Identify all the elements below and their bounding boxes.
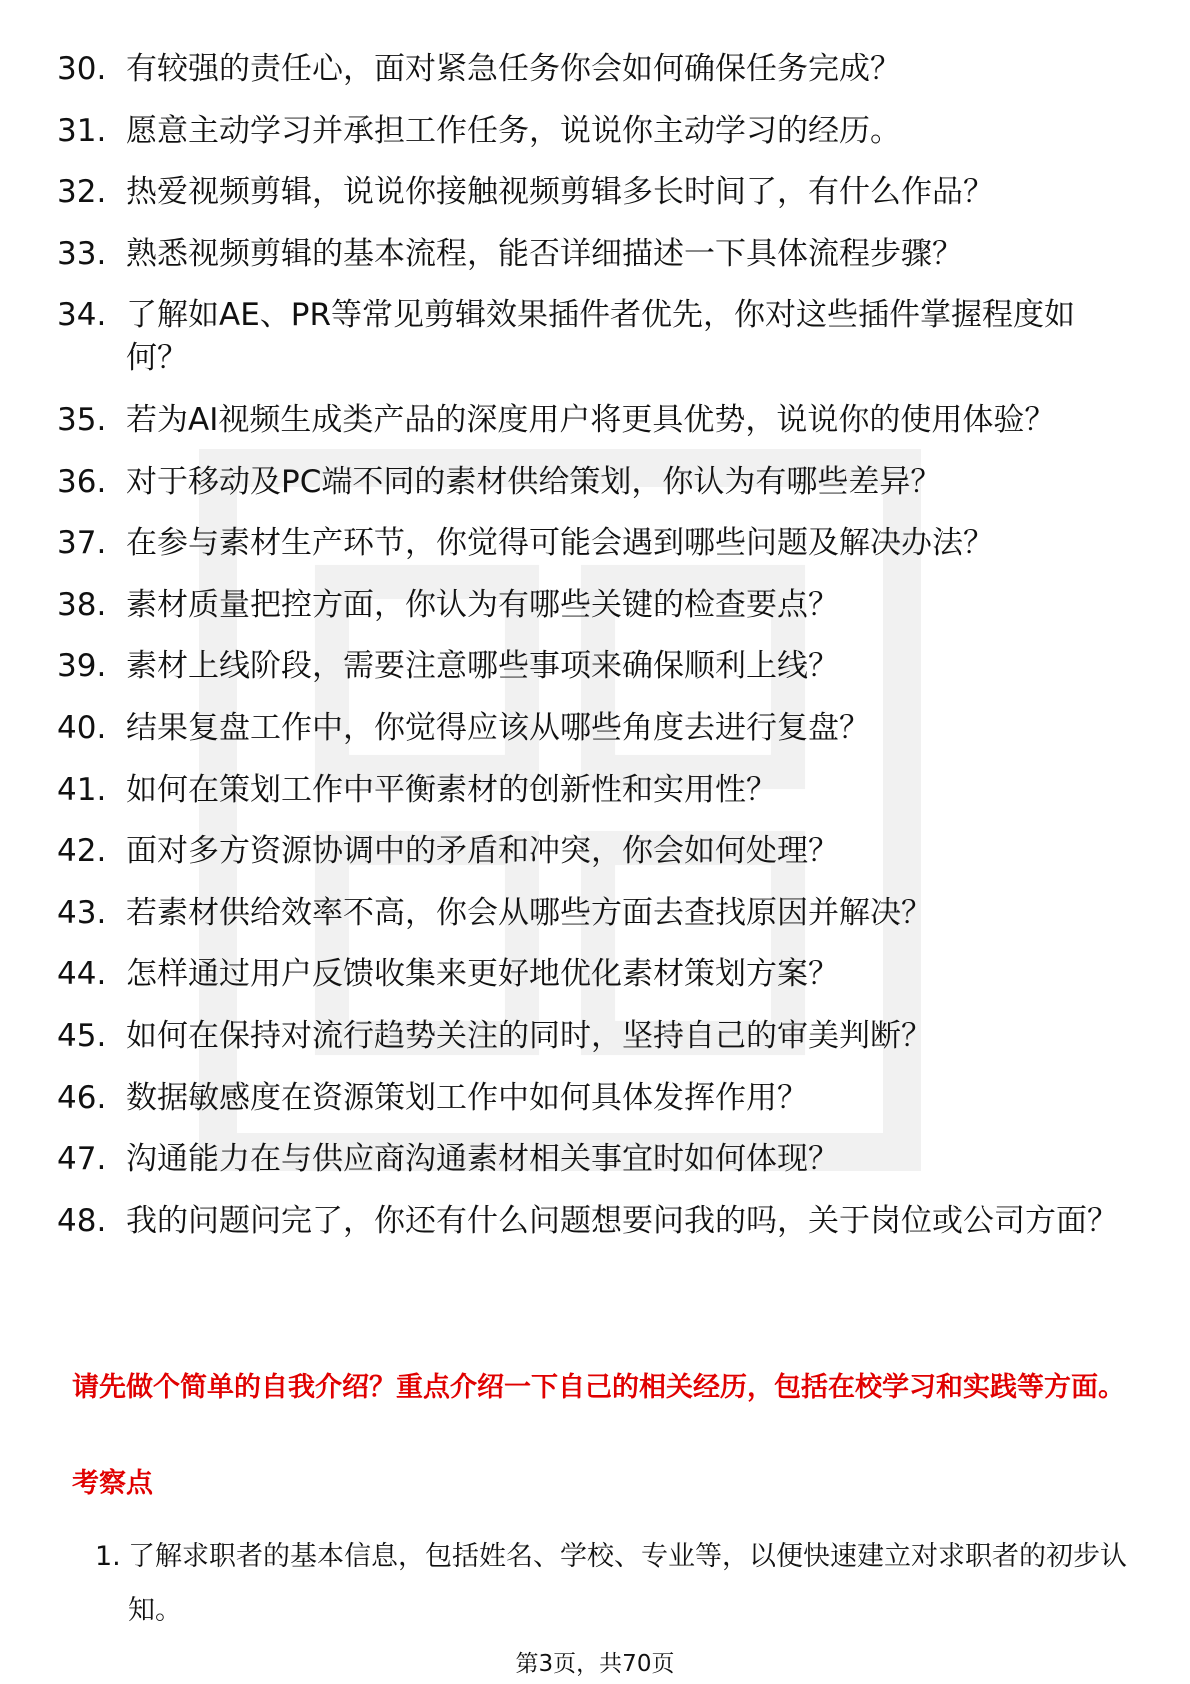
question-text: 素材上线阶段，需要注意哪些事项来确保顺利上线？ [126, 648, 839, 685]
question-text: 素材质量把控方面，你认为有哪些关键的检查要点？ [126, 586, 839, 623]
question-number: 34. [57, 297, 107, 334]
question-text: 若为AI视频生成类产品的深度用户将更具优势，说说你的使用体验？ [126, 401, 1056, 438]
question-text: 结果复盘工作中，你觉得应该从哪些角度去进行复盘？ [126, 709, 870, 746]
question-item [57, 48, 1137, 91]
featured-question-heading: 请先做个简单的自我介绍？重点介绍一下自己的相关经历，包括在校学习和实践等方面。 [72, 1372, 1125, 1403]
question-text: 愿意主动学习并承担工作任务，说说你主动学习的经历。 [126, 112, 901, 149]
assessment-points-list [95, 1530, 1130, 1638]
question-item [57, 399, 1137, 442]
question-number: 35. [57, 401, 107, 438]
question-item [57, 522, 1137, 565]
question-item [57, 1077, 1137, 1120]
question-text: 熟悉视频剪辑的基本流程，能否详细描述一下具体流程步骤？ [126, 235, 963, 272]
question-text: 如何在策划工作中平衡素材的创新性和实用性？ [126, 771, 777, 808]
question-item [57, 953, 1137, 996]
question-text: 数据敏感度在资源策划工作中如何具体发挥作用？ [126, 1079, 808, 1116]
question-number: 42. [57, 833, 107, 870]
question-text: 对于移动及PC端不同的素材供给策划，你认为有哪些差异？ [126, 463, 942, 500]
question-item [57, 707, 1137, 750]
question-number: 33. [57, 235, 107, 272]
question-number: 38. [57, 586, 107, 623]
question-item [57, 461, 1137, 504]
assessment-point-number: 1. [95, 1541, 121, 1572]
question-number: 40. [57, 709, 107, 746]
question-number: 30. [57, 51, 107, 87]
question-text: 在参与素材生产环节，你觉得可能会遇到哪些问题及解决办法？ [126, 525, 994, 562]
question-item [57, 769, 1137, 812]
question-number: 31. [57, 112, 107, 149]
question-item [57, 1138, 1137, 1181]
question-item [57, 1200, 1137, 1243]
question-item [57, 830, 1137, 873]
question-text: 如何在保持对流行趋势关注的同时，坚持自己的审美判断？ [126, 1017, 932, 1054]
question-number: 47. [57, 1141, 107, 1178]
question-number: 46. [57, 1079, 107, 1116]
question-list [57, 48, 1137, 1261]
question-number: 48. [57, 1202, 107, 1239]
question-number: 44. [57, 956, 107, 993]
question-number: 32. [57, 174, 107, 211]
assessment-point-text: 了解求职者的基本信息，包括姓名、学校、专业等，以便快速建立对求职者的初步认知。 [128, 1541, 1127, 1626]
question-item [57, 171, 1137, 214]
question-text: 热爱视频剪辑，说说你接触视频剪辑多长时间了，有什么作品？ [126, 174, 994, 211]
question-number: 37. [57, 525, 107, 562]
question-item [57, 294, 1137, 380]
question-text: 有较强的责任心，面对紧急任务你会如何确保任务完成？ [126, 51, 901, 87]
question-number: 43. [57, 894, 107, 931]
question-item [57, 110, 1137, 153]
question-number: 39. [57, 648, 107, 685]
question-item [57, 645, 1137, 688]
question-text: 沟通能力在与供应商沟通素材相关事宜时如何体现？ [126, 1141, 839, 1178]
question-text: 面对多方资源协调中的矛盾和冲突，你会如何处理？ [126, 833, 839, 870]
assessment-points-label: 考察点 [72, 1468, 153, 1499]
assessment-point-item [95, 1530, 1130, 1638]
question-item [57, 1015, 1137, 1058]
question-text: 怎样通过用户反馈收集来更好地优化素材策划方案？ [126, 956, 839, 993]
question-item [57, 233, 1137, 276]
question-item [57, 892, 1137, 935]
question-text: 若素材供给效率不高，你会从哪些方面去查找原因并解决？ [126, 894, 932, 931]
question-number: 45. [57, 1017, 107, 1054]
question-number: 36. [57, 463, 107, 500]
question-item [57, 584, 1137, 627]
question-text: 了解如AE、PR等常见剪辑效果插件者优先，你对这些插件掌握程度如何？ [126, 297, 1076, 377]
question-text: 我的问题问完了，你还有什么问题想要问我的吗，关于岗位或公司方面？ [126, 1202, 1118, 1239]
question-number: 41. [57, 771, 107, 808]
page-footer: 第3页，共70页 [515, 1651, 675, 1677]
